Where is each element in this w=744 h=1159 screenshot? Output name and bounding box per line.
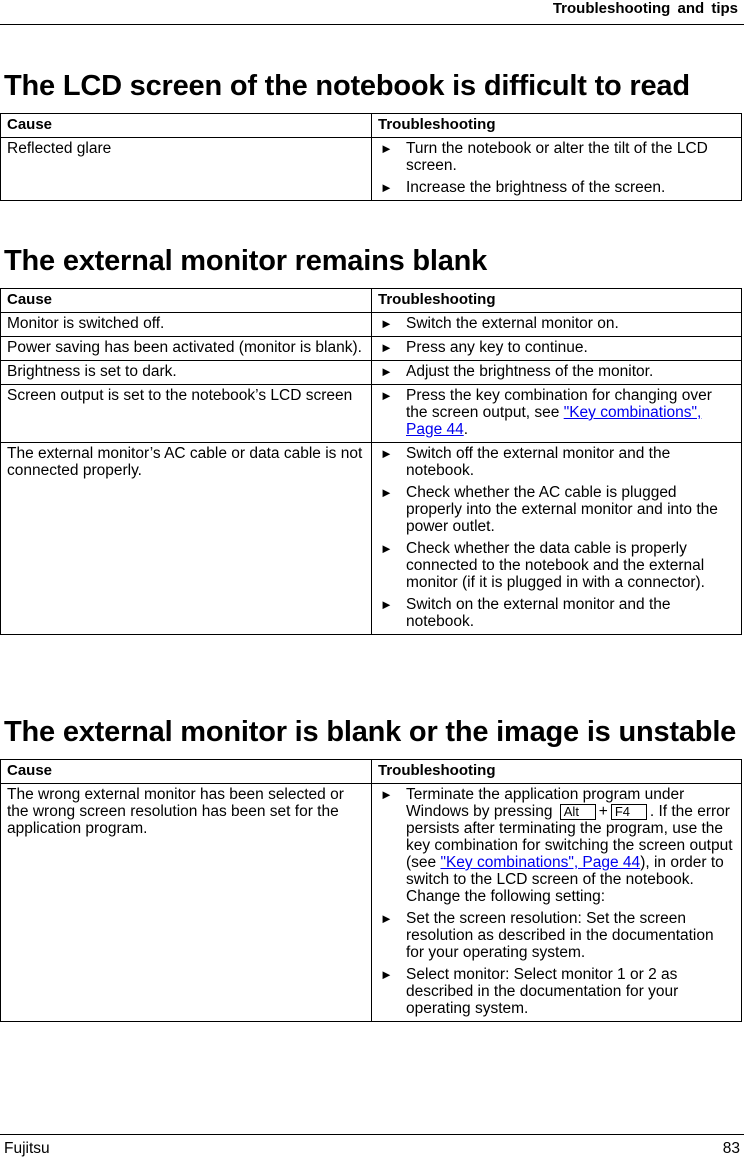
fix-item: ► Adjust the brightness of the monitor. <box>380 363 654 380</box>
bullet-arrow-icon: ► <box>380 141 393 156</box>
fix-item: ► Check whether the data cable is properly connected to the notebook and the external monitor (if it is plugged in with a connector). <box>380 540 705 591</box>
section-heading-lcd-difficult: The LCD screen of the notebook is difficult to read <box>4 70 690 102</box>
key-combinations-link[interactable]: "Key combinations", Page 44 <box>440 854 641 871</box>
fix-item: ► Terminate the application program under Windows by pressing Alt + F4 . If the error persists after terminating the program, use the key combination for switching the screen output (see "Key combinations", Page 44), in order to switch to the LCD screen of the notebook. Change the following setting: <box>380 786 733 905</box>
cause-cell: Monitor is switched off. <box>1 313 372 337</box>
fix-cell <box>372 337 742 361</box>
cause-cell: The wrong external monitor has been selected or the wrong screen resolution has been set for the application program. <box>1 784 372 1022</box>
bullet-arrow-icon: ► <box>380 388 393 403</box>
col-troubleshooting: Troubleshooting <box>372 289 742 313</box>
cause-cell: Screen output is set to the notebook’s LCD screen <box>1 385 372 443</box>
table-monitor-unstable <box>0 759 742 1022</box>
fix-item: ► Press any key to continue. <box>380 339 588 356</box>
table-lcd-difficult <box>0 113 742 201</box>
table-row <box>1 361 742 385</box>
bullet-arrow-icon: ► <box>380 446 393 461</box>
table-row <box>1 138 742 201</box>
section-heading-monitor-blank: The external monitor remains blank <box>4 245 488 277</box>
bullet-arrow-icon: ► <box>380 787 393 802</box>
table-row <box>1 443 742 635</box>
cause-cell: The external monitor’s AC cable or data cable is not connected properly. <box>1 443 372 635</box>
fix-item: ► Press the key combination for changing over the screen output, see "Key combinations", Page 44. <box>380 387 712 438</box>
running-header: Troubleshooting and tips <box>552 0 738 17</box>
alt-key: Alt <box>560 804 596 820</box>
table-row <box>1 784 742 1022</box>
fix-item: ► Increase the brightness of the screen. <box>380 179 666 196</box>
cause-cell: Brightness is set to dark. <box>1 361 372 385</box>
bullet-arrow-icon: ► <box>380 316 393 331</box>
bullet-arrow-icon: ► <box>380 485 393 500</box>
key-combinations-link[interactable]: "Key combinations", Page 44 <box>406 404 702 438</box>
bullet-arrow-icon: ► <box>380 541 393 556</box>
f4-key: F4 <box>611 804 647 820</box>
table-row <box>1 313 742 337</box>
col-troubleshooting: Troubleshooting <box>372 114 742 138</box>
col-cause: Cause <box>1 760 372 784</box>
bullet-arrow-icon: ► <box>380 597 393 612</box>
fix-cell <box>372 385 742 443</box>
section-heading-monitor-unstable: The external monitor is blank or the image is unstable <box>4 716 737 748</box>
bullet-arrow-icon: ► <box>380 340 393 355</box>
fix-cell <box>372 784 742 1022</box>
bullet-arrow-icon: ► <box>380 967 393 982</box>
fix-cell <box>372 443 742 635</box>
header-rule <box>0 24 744 25</box>
fix-item: ► Set the screen resolution: Set the screen resolution as described in the documentation for your operating system. <box>380 910 714 961</box>
table-row <box>1 337 742 361</box>
fix-item: ► Select monitor: Select monitor 1 or 2 as described in the documentation for your operating system. <box>380 966 679 1017</box>
table-row <box>1 385 742 443</box>
fix-item: ► Check whether the AC cable is plugged properly into the external monitor and into the power outlet. <box>380 484 718 535</box>
bullet-arrow-icon: ► <box>380 180 393 195</box>
footer-rule <box>0 1134 744 1135</box>
footer-brand: Fujitsu <box>4 1140 50 1157</box>
cause-cell: Reflected glare <box>1 138 372 201</box>
cause-cell: Power saving has been activated (monitor is blank). <box>1 337 372 361</box>
fix-item: ► Switch on the external monitor and the notebook. <box>380 596 671 630</box>
bullet-arrow-icon: ► <box>380 364 393 379</box>
page-number: 83 <box>722 1140 740 1157</box>
fix-item: ► Switch off the external monitor and the notebook. <box>380 445 671 479</box>
col-troubleshooting: Troubleshooting <box>372 760 742 784</box>
fix-cell <box>372 361 742 385</box>
col-cause: Cause <box>1 114 372 138</box>
col-cause: Cause <box>1 289 372 313</box>
fix-cell <box>372 138 742 201</box>
fix-item: ► Switch the external monitor on. <box>380 315 619 332</box>
fix-item: ► Turn the notebook or alter the tilt of the LCD screen. <box>380 140 708 174</box>
table-monitor-blank <box>0 288 742 635</box>
bullet-arrow-icon: ► <box>380 911 393 926</box>
fix-cell <box>372 313 742 337</box>
